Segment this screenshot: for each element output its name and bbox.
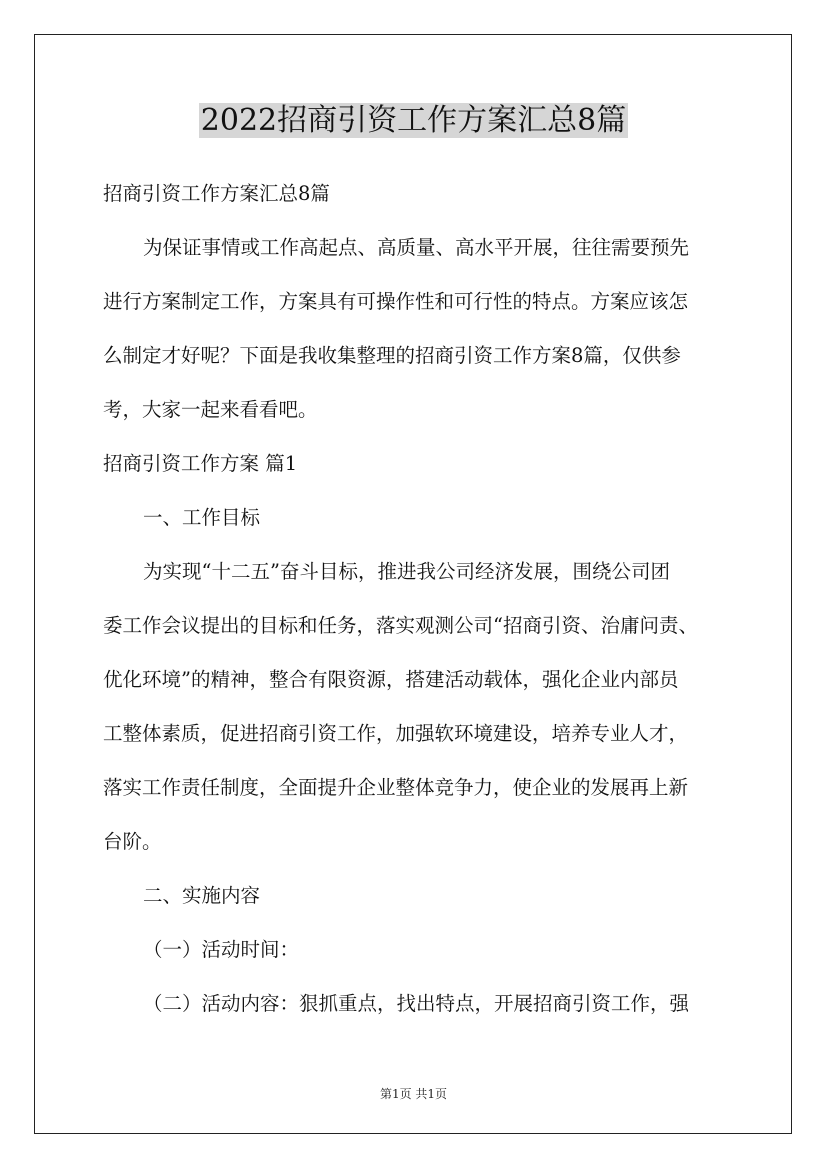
document-title: 2022招商引资工作方案汇总8篇 xyxy=(200,103,627,138)
part1-line-4: 工整体素质，促进招商引资工作，加强软环境建设，培养专业人才， xyxy=(103,722,689,745)
subtitle: 招商引资工作方案汇总8篇 xyxy=(103,182,330,205)
intro-line-4: 考，大家一起来看看吧。 xyxy=(103,398,318,421)
part1-line-6: 台阶。 xyxy=(103,830,162,853)
page-footer: 第1页 共1页 xyxy=(379,1087,448,1101)
section-heading: 招商引资工作方案 篇1 xyxy=(103,452,298,475)
part1-line-3: 优化环境”的精神，整合有限资源，搭建活动载体，强化企业内部员 xyxy=(103,668,679,691)
part1-heading: 一、工作目标 xyxy=(143,506,261,529)
intro-line-2: 进行方案制定工作，方案具有可操作性和可行性的特点。方案应该怎 xyxy=(103,290,689,313)
part1-line-5: 落实工作责任制度，全面提升企业整体竞争力，使企业的发展再上新 xyxy=(103,776,689,799)
part1-line-2: 委工作会议提出的目标和任务，落实观测公司“招商引资、治庸问责、 xyxy=(103,614,698,637)
part2-heading: 二、实施内容 xyxy=(143,884,261,907)
intro-line-3: 么制定才好呢？下面是我收集整理的招商引资工作方案8篇，仅供参 xyxy=(103,344,681,367)
item-1: （一）活动时间： xyxy=(143,938,300,961)
part1-line-1: 为实现“十二五”奋斗目标，推进我公司经济发展，围绕公司团 xyxy=(143,560,670,583)
intro-line-1: 为保证事情或工作高起点、高质量、高水平开展，往往需要预先 xyxy=(143,236,690,259)
item-2: （二）活动内容：狠抓重点，找出特点，开展招商引资工作，强 xyxy=(143,992,690,1015)
